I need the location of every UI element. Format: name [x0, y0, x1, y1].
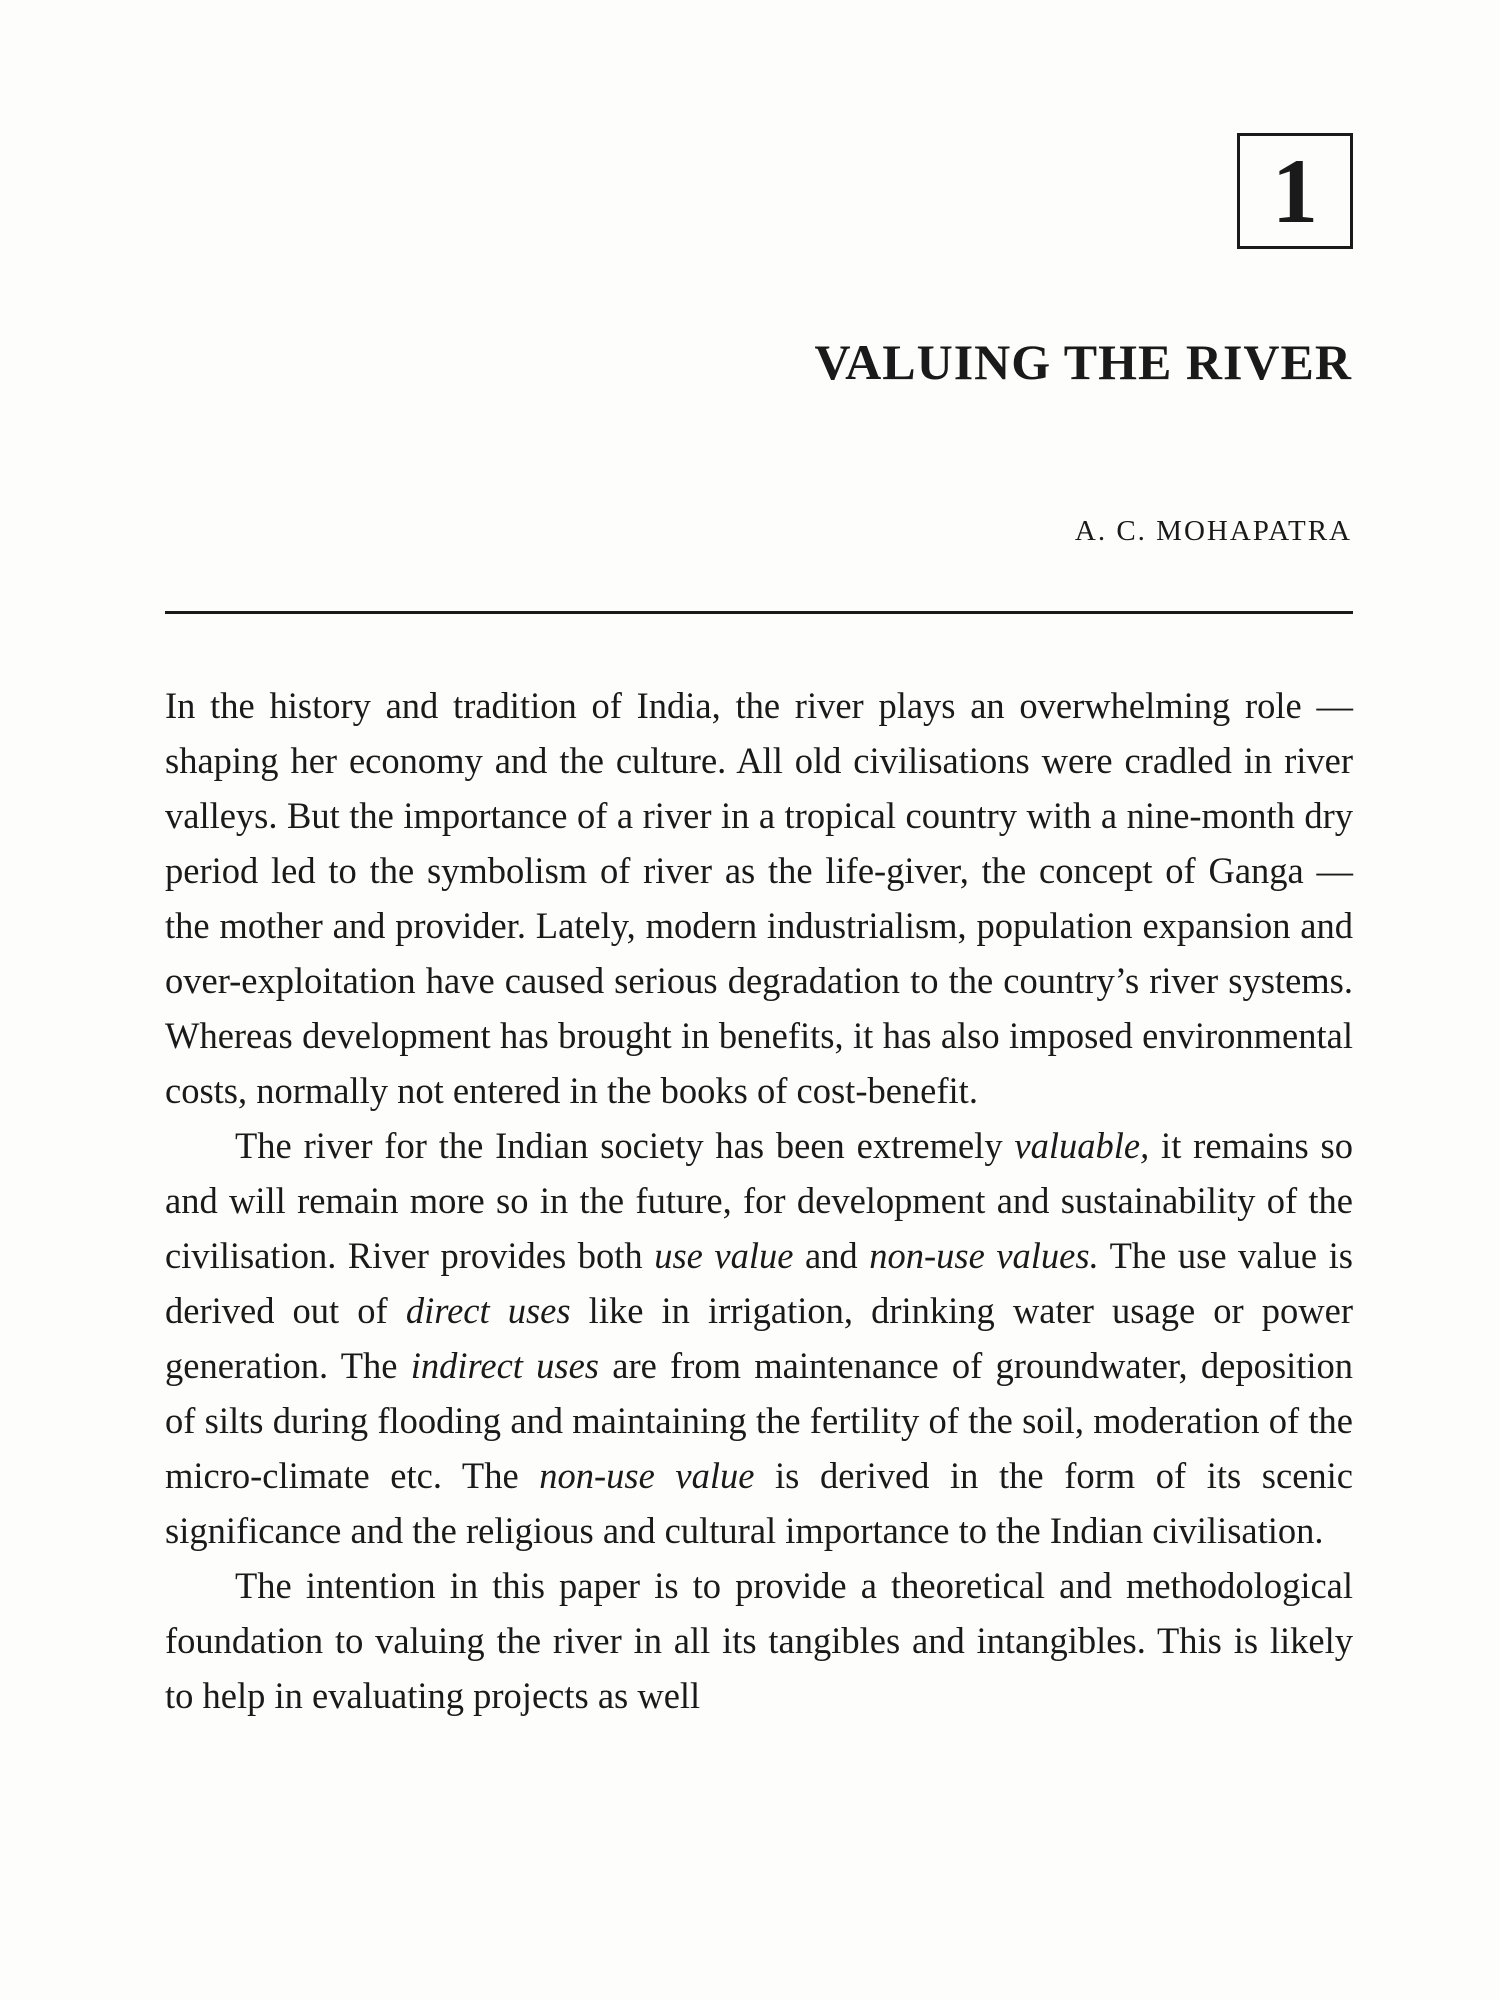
body-text — [165, 678, 1353, 1723]
paragraph-text: The intention in this paper is to provide a theoretical and methodological foundation to valuing the river in all its tangibles and intangibles. This is likely to help in evaluating projects as well — [165, 1565, 1353, 1716]
chapter-number-box — [1237, 133, 1353, 249]
italic-term: non-use value — [539, 1455, 755, 1496]
paragraph — [165, 1118, 1353, 1558]
chapter-number: 1 — [1272, 140, 1318, 242]
paragraph — [165, 1558, 1353, 1723]
paragraph-text: The river for the Indian society has been extremely — [235, 1125, 1015, 1166]
chapter-title: VALUING THE RIVER — [814, 334, 1352, 390]
italic-term: non-use values. — [869, 1235, 1099, 1276]
paragraph-text: it remains so and will remain more so in the future, for development and sustainability of the civilisation. River provides both — [165, 1125, 1353, 1276]
italic-term: direct uses — [405, 1290, 571, 1331]
author-name: A. C. MOHAPATRA — [1074, 515, 1352, 547]
paragraph-text: is derived in the form of its scenic significance and the religious and cultural importance to the Indian civilisation. — [165, 1455, 1354, 1551]
italic-term: valuable, — [1014, 1125, 1150, 1166]
paragraph-text: and — [793, 1235, 870, 1276]
title-divider — [165, 611, 1353, 614]
italic-term: indirect uses — [410, 1345, 600, 1386]
paragraph-text: The use value is derived out of — [165, 1235, 1354, 1331]
paragraph-text: In the history and tradition of India, the river plays an overwhelming role — shaping her economy and the culture. All old civilisations were cradled in river valleys. But the importance of a river in a tropical country with a nine-month dry period led to the symbolism of river as the life-giver, the concept of Ganga — the mother and provider. Lately, modern industrialism, population expansion and over-exploitation have caused serious degradation to the country’s river systems. Whereas development has brought in benefits, it has also imposed environmental costs, normally not entered in the books of cost-benefit. — [165, 685, 1353, 1111]
paragraph-text: like in irrigation, drinking water usage or power generation. The — [165, 1290, 1353, 1386]
italic-term: use value — [654, 1235, 794, 1276]
paragraph — [165, 678, 1353, 1118]
paragraph-text: are from maintenance of groundwater, deposition of silts during flooding and maintaining the fertility of the soil, moderation of the micro-climate etc. The — [165, 1345, 1353, 1496]
